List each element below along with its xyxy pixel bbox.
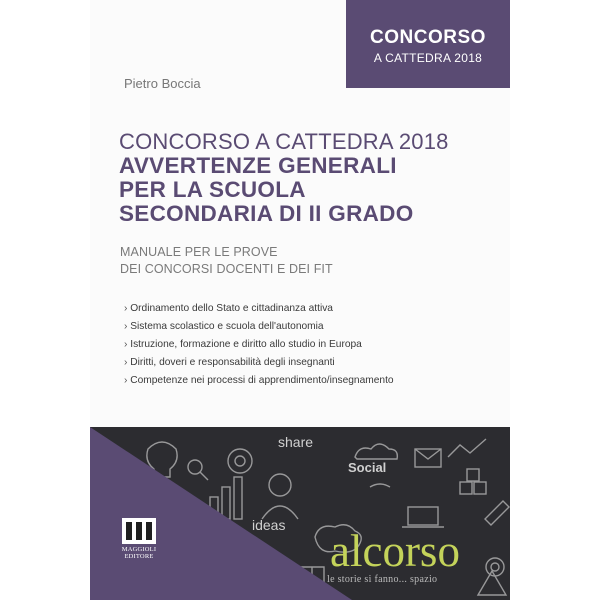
chalk-word-ideas: ideas	[252, 517, 286, 533]
series-tagline: le storie si fanno... spazio	[327, 574, 438, 585]
series-logo: alcorso	[330, 526, 460, 576]
publisher-line-1: MAGGIOLI	[121, 546, 157, 553]
publisher-logo-mark	[122, 518, 156, 544]
badge-title: CONCORSO	[370, 27, 486, 48]
title-line-2: AVVERTENZE GENERALI	[119, 153, 397, 178]
topic-item: › Competenze nei processi di apprendimento/insegnamento	[124, 372, 494, 390]
book-title	[119, 130, 499, 226]
subtitle-line-1: MANUALE PER LE PROVE	[120, 245, 278, 259]
publisher-name	[112, 546, 166, 560]
author-name: Pietro Boccia	[124, 76, 201, 91]
publisher-line-2: EDITORE	[124, 553, 154, 560]
topics-list	[124, 300, 494, 390]
publisher-logo	[112, 518, 166, 562]
topic-item: › Diritti, doveri e responsabilità degli insegnanti	[124, 354, 494, 372]
chalk-word-share: share	[278, 434, 314, 450]
badge-subtitle: A CATTEDRA 2018	[373, 51, 483, 65]
topic-item: › Ordinamento dello Stato e cittadinanza attiva	[124, 300, 494, 318]
title-line-3: PER LA SCUOLA	[119, 177, 306, 202]
subtitle-line-2: DEI CONCORSI DOCENTI E DEI FIT	[120, 262, 333, 276]
book-subtitle	[120, 244, 500, 278]
series-badge	[346, 0, 510, 88]
book-cover	[90, 0, 510, 600]
title-line-1: CONCORSO A CATTEDRA 2018	[119, 129, 449, 154]
title-line-4: SECONDARIA DI II GRADO	[119, 201, 414, 226]
topic-item: › Istruzione, formazione e diritto allo studio in Europa	[124, 336, 494, 354]
chalk-word-social: Social	[348, 460, 387, 475]
topic-item: › Sistema scolastico e scuola dell'autonomia	[124, 318, 494, 336]
